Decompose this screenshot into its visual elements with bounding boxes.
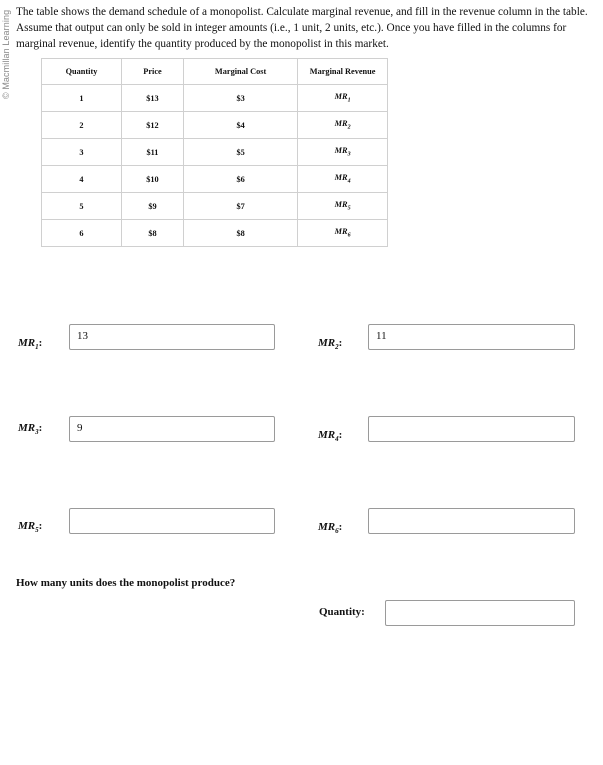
- cell-marginal-revenue: $MR_3$: [298, 139, 388, 166]
- mr2-label: $MR_2$:: [318, 337, 343, 352]
- cell-marginal-revenue: $MR_1$: [298, 85, 388, 112]
- cell-marginal-cost: $8: [184, 220, 298, 247]
- instructions-text: The table shows the demand schedule of a monopolist. Calculate marginal revenue, and fill in the revenue column in the table. Assume that output can only be sold in integer amounts (i.e., 1 unit, 2 units, etc.). Once you have filled in the columns for marginal revenue, identify the quantity produced by the monopolist in this market.: [16, 6, 588, 50]
- cell-marginal-cost: $5: [184, 139, 298, 166]
- quantity-input[interactable]: [385, 600, 575, 626]
- quantity-question: How many units does the monopolist produce?: [16, 577, 236, 589]
- cell-price: $12: [121, 112, 183, 139]
- mr4-label: $MR_4$:: [318, 429, 343, 444]
- cell-quantity: 4: [42, 166, 122, 193]
- cell-price: $9: [121, 193, 183, 220]
- header-marginal-cost: Marginal Cost: [184, 59, 298, 85]
- table-row: [42, 166, 388, 193]
- cell-marginal-revenue: $MR_4$: [298, 166, 388, 193]
- cell-marginal-cost: $6: [184, 166, 298, 193]
- cell-marginal-revenue: $MR_5$: [298, 193, 388, 220]
- mr3-input[interactable]: 9: [69, 416, 275, 442]
- watermark-text: © Macmillan Learning: [1, 9, 11, 99]
- cell-quantity: 3: [42, 139, 122, 166]
- cell-marginal-cost: $3: [184, 85, 298, 112]
- cell-marginal-cost: $7: [184, 193, 298, 220]
- mr1-label: $MR_1$:: [18, 337, 43, 352]
- cell-marginal-revenue: $MR_6$: [298, 220, 388, 247]
- mr5-label: $MR_5$:: [18, 520, 43, 535]
- cell-quantity: 2: [42, 112, 122, 139]
- cell-marginal-revenue: $MR_2$: [298, 112, 388, 139]
- table-row: [42, 193, 388, 220]
- header-marginal-revenue: Marginal Revenue: [298, 59, 388, 85]
- table-row: [42, 85, 388, 112]
- table-row: [42, 112, 388, 139]
- cell-price: $13: [121, 85, 183, 112]
- table-row: [42, 220, 388, 247]
- cell-price: $10: [121, 166, 183, 193]
- mr6-input[interactable]: [368, 508, 575, 534]
- cell-price: $11: [121, 139, 183, 166]
- header-price: Price: [121, 59, 183, 85]
- mr6-label: $MR_6$:: [318, 521, 343, 536]
- mr3-label: $MR_3$:: [18, 422, 43, 437]
- cell-price: $8: [121, 220, 183, 247]
- table-header-row: [42, 59, 388, 85]
- cell-quantity: 5: [42, 193, 122, 220]
- header-quantity: Quantity: [42, 59, 122, 85]
- cell-quantity: 1: [42, 85, 122, 112]
- mr1-input[interactable]: 13: [69, 324, 275, 350]
- demand-schedule-table: [41, 58, 388, 247]
- quantity-label: Quantity:: [319, 606, 365, 618]
- mr4-input[interactable]: [368, 416, 575, 442]
- cell-quantity: 6: [42, 220, 122, 247]
- mr2-input[interactable]: 11: [368, 324, 575, 350]
- table-row: [42, 139, 388, 166]
- mr5-input[interactable]: [69, 508, 275, 534]
- copyright-watermark: [0, 0, 12, 100]
- cell-marginal-cost: $4: [184, 112, 298, 139]
